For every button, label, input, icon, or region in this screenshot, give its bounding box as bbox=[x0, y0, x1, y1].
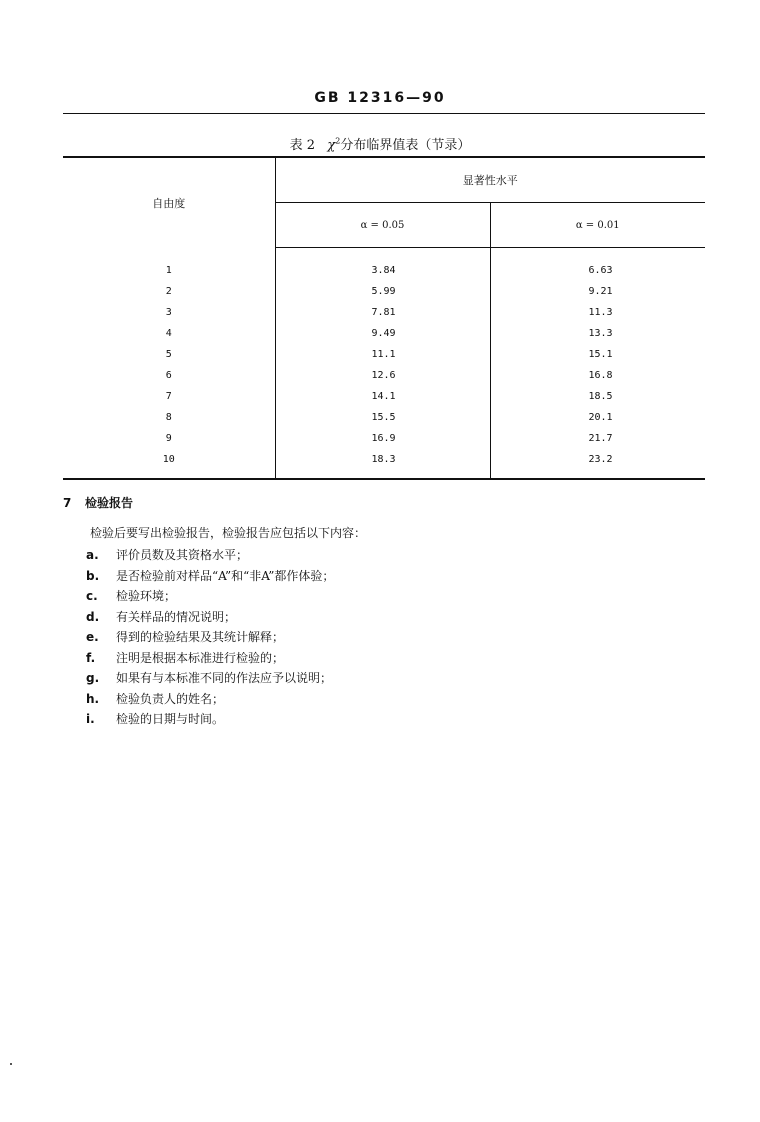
item-text: 注明是根据本标准进行检验的； bbox=[116, 650, 285, 665]
df-cell: 2 bbox=[63, 281, 275, 302]
section-heading bbox=[63, 494, 133, 511]
list-item bbox=[86, 566, 334, 587]
alpha-005-cell: 16.9 bbox=[275, 428, 490, 449]
item-text: 检验环境； bbox=[116, 589, 177, 603]
alpha-001-cell: 6.63 bbox=[588, 265, 613, 276]
alpha-005-cell: 14.1 bbox=[275, 386, 490, 407]
table-row bbox=[63, 323, 705, 344]
item-text: 是否检验前对样品“A”和“非A”都作体验； bbox=[116, 568, 335, 583]
df-cell: 5 bbox=[63, 344, 275, 365]
alpha-001-cell: 11.3 bbox=[588, 307, 613, 318]
item-marker: c. bbox=[86, 589, 98, 603]
alpha-005-header: α = 0.05 bbox=[275, 203, 490, 248]
item-text: 如果有与本标准不同的作法应予以说明； bbox=[116, 671, 333, 685]
item-marker: a. bbox=[86, 548, 99, 562]
df-cell: 10 bbox=[63, 449, 275, 479]
item-marker: e. bbox=[86, 630, 99, 644]
df-cell: 7 bbox=[63, 386, 275, 407]
table-row bbox=[63, 344, 705, 365]
alpha-005-cell: 12.6 bbox=[275, 365, 490, 386]
item-marker: d. bbox=[86, 609, 100, 624]
standard-code-header: GB 12316—90 bbox=[314, 90, 446, 106]
item-marker: b. bbox=[86, 568, 100, 583]
chi-square-table bbox=[63, 156, 705, 480]
table-row bbox=[63, 386, 705, 407]
item-text: 有关样品的情况说明； bbox=[116, 609, 237, 624]
list-item bbox=[86, 709, 334, 730]
scan-speck bbox=[10, 1063, 12, 1065]
alpha-005-cell: 9.49 bbox=[275, 323, 490, 344]
table-row bbox=[63, 449, 705, 479]
table-row bbox=[63, 281, 705, 302]
alpha-001-cell: 15.1 bbox=[588, 349, 613, 360]
alpha-005-cell: 7.81 bbox=[275, 302, 490, 323]
table-title bbox=[0, 134, 760, 153]
list-item bbox=[86, 586, 334, 607]
item-marker: g. bbox=[86, 671, 100, 685]
list-item bbox=[86, 648, 334, 669]
df-column-header: 自由度 bbox=[63, 157, 275, 248]
alpha-005-cell: 18.3 bbox=[275, 449, 490, 479]
alpha-001-cell: 21.7 bbox=[588, 433, 613, 444]
section-number: 7 bbox=[63, 496, 72, 510]
alpha-005-cell: 11.1 bbox=[275, 344, 490, 365]
list-item bbox=[86, 689, 334, 710]
df-cell: 4 bbox=[63, 323, 275, 344]
alpha-001-cell: 20.1 bbox=[588, 412, 613, 423]
alpha-001-cell: 23.2 bbox=[490, 449, 705, 479]
table-row bbox=[63, 407, 705, 428]
report-items-list bbox=[86, 545, 334, 730]
alpha-005-cell: 15.5 bbox=[275, 407, 490, 428]
alpha-001-cell: 13.3 bbox=[588, 328, 613, 339]
section-intro: 检验后要写出检验报告，检验报告应包括以下内容： bbox=[90, 526, 367, 540]
table-row bbox=[63, 248, 705, 282]
chi-symbol: χ bbox=[327, 138, 336, 153]
item-text: 得到的检验结果及其统计解释； bbox=[116, 630, 285, 644]
alpha-001-cell: 9.21 bbox=[588, 286, 613, 297]
chi-superscript: 2 bbox=[335, 136, 341, 146]
item-marker: h. bbox=[86, 691, 100, 706]
item-text: 检验的日期与时间。 bbox=[116, 712, 225, 726]
table-title-prefix: 表 2 bbox=[289, 138, 315, 153]
table-row bbox=[63, 302, 705, 323]
list-item bbox=[86, 607, 334, 628]
item-marker: f. bbox=[86, 650, 96, 665]
df-cell: 8 bbox=[63, 407, 275, 428]
table-row bbox=[63, 365, 705, 386]
item-marker: i. bbox=[86, 712, 95, 726]
df-cell: 1 bbox=[63, 248, 275, 282]
item-text: 检验负责人的姓名； bbox=[116, 691, 225, 706]
df-cell: 6 bbox=[63, 365, 275, 386]
alpha-001-header: α = 0.01 bbox=[490, 203, 705, 248]
table-row bbox=[63, 428, 705, 449]
header-rule bbox=[63, 113, 705, 114]
df-cell: 9 bbox=[63, 428, 275, 449]
significance-header: 显著性水平 bbox=[275, 157, 705, 203]
section-title: 检验报告 bbox=[85, 496, 134, 510]
df-cell: 3 bbox=[63, 302, 275, 323]
list-item bbox=[86, 668, 334, 689]
alpha-001-cell: 16.8 bbox=[588, 370, 613, 381]
list-item bbox=[86, 545, 334, 566]
alpha-001-cell: 18.5 bbox=[588, 391, 613, 402]
alpha-005-cell: 3.84 bbox=[275, 248, 490, 282]
list-item bbox=[86, 627, 334, 648]
item-text: 评价员数及其资格水平； bbox=[116, 548, 249, 562]
table-title-suffix: 分布临界值表（节录） bbox=[340, 138, 471, 153]
alpha-005-cell: 5.99 bbox=[275, 281, 490, 302]
